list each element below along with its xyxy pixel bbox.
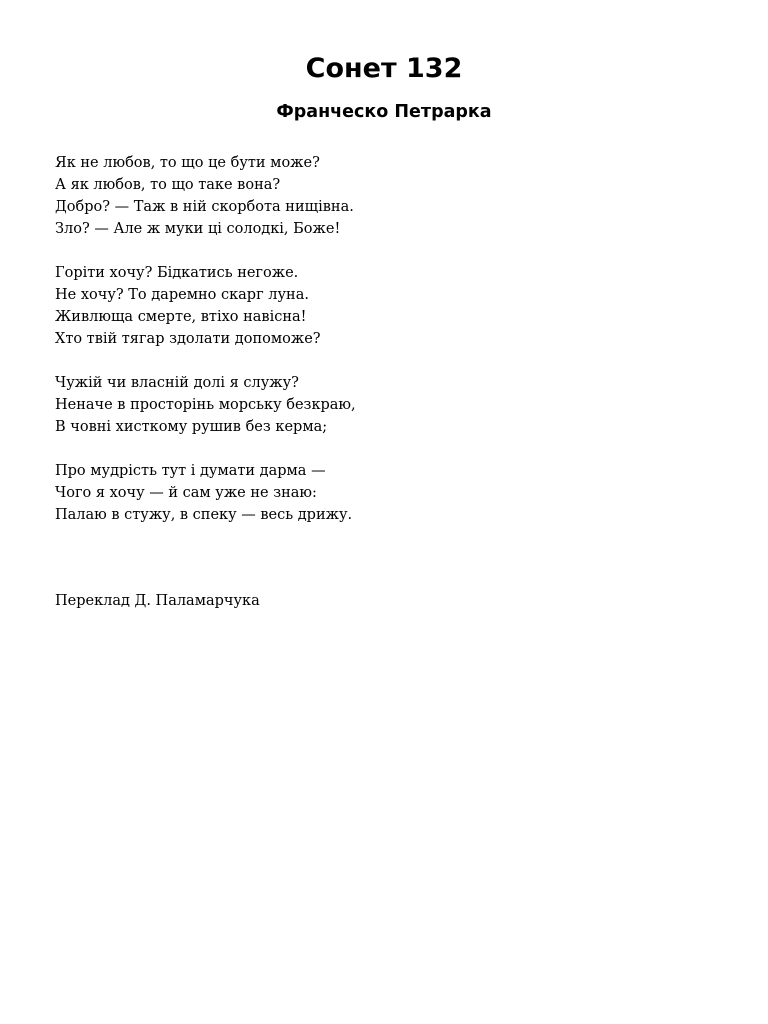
poem-line: Добро? — Таж в ній скорбота нищівна. <box>55 199 354 215</box>
poem-line: Зло? — Але ж муки ці солодкі, Боже! <box>55 221 341 237</box>
poem-line: Не хочу? То даремно скарг луна. <box>55 287 309 303</box>
poem-line: Як не любов, то що це бути може? <box>55 155 320 171</box>
translator-note: Переклад Д. Паламарчука <box>55 593 260 609</box>
poem-line: Палаю в стужу, в спеку — весь дрижу. <box>55 507 353 523</box>
poem-line: В човні хисткому рушив без керма; <box>55 419 328 435</box>
poem-title: Сонет 132 <box>305 53 463 84</box>
poem-author: Франческо Петрарка <box>276 102 492 122</box>
poem-line: Живлюща смерте, втіхо навісна! <box>55 309 307 325</box>
poem-line: Чого я хочу — й сам уже не знаю: <box>55 485 317 501</box>
poem-line: А як любов, то що таке вона? <box>55 177 281 193</box>
poem-line: Неначе в просторінь морську безкраю, <box>55 397 356 413</box>
stanza-4 <box>55 460 735 526</box>
stanza-2 <box>55 262 735 350</box>
poem-line: Горіти хочу? Бідкатись негоже. <box>55 265 299 281</box>
poem-line: Хто твій тягар здолати допоможе? <box>55 331 321 347</box>
stanza-1 <box>55 152 735 240</box>
stanza-3 <box>55 372 735 438</box>
poem-body <box>55 152 735 548</box>
poem-line: Чужій чи власній долі я служу? <box>55 375 299 391</box>
poem-line: Про мудрість тут і думати дарма — <box>55 463 326 479</box>
